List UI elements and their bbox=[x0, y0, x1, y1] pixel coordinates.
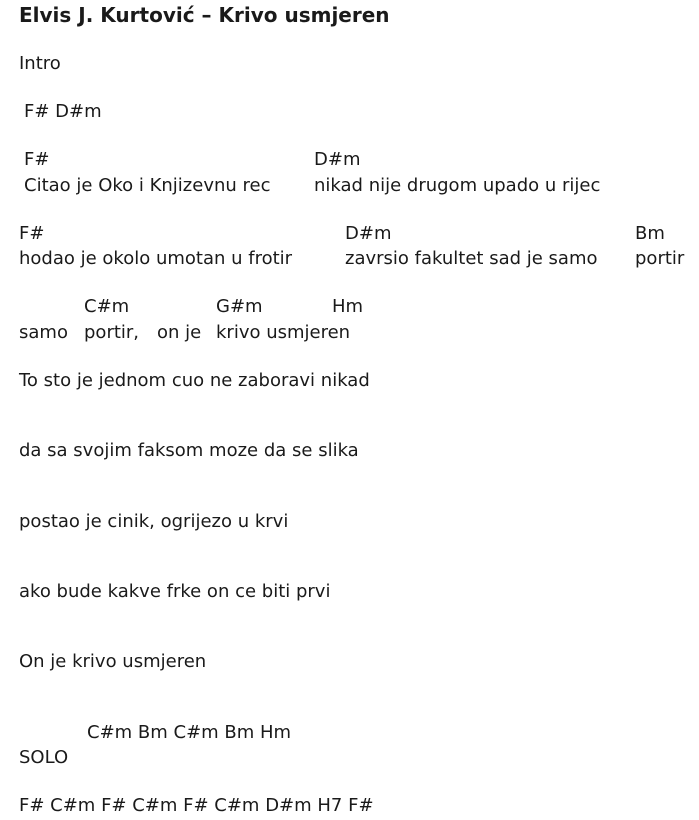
intro-label: Intro bbox=[19, 53, 61, 74]
lyric-line3-b: portir, bbox=[84, 322, 140, 343]
chord-line3-c: Hm bbox=[332, 296, 364, 317]
outro-chords: F# C#m F# C#m F# C#m D#m H7 F# bbox=[19, 795, 374, 816]
chord-line2-b: D#m bbox=[345, 223, 392, 244]
solo-chords: C#m Bm C#m Bm Hm bbox=[87, 722, 292, 743]
intro-chords: F# D#m bbox=[24, 101, 102, 122]
lyric-line3-a: samo bbox=[19, 322, 68, 343]
lyric-line3-c: on je bbox=[157, 322, 202, 343]
chord-line2-c: Bm bbox=[635, 223, 665, 244]
lyric-verse2-line5: On je krivo usmjeren bbox=[19, 651, 207, 672]
lyric-line1-b: nikad nije drugom upado u rijec bbox=[314, 175, 601, 196]
song-title: Elvis J. Kurtović – Krivo usmjeren bbox=[19, 3, 390, 27]
lyric-line2-c: portir bbox=[635, 248, 685, 269]
lyric-line2-b: zavrsio fakultet sad je samo bbox=[345, 248, 598, 269]
chord-line3-a: C#m bbox=[84, 296, 130, 317]
lyric-line3-d: krivo usmjeren bbox=[216, 322, 351, 343]
chord-line2-a: F# bbox=[19, 223, 45, 244]
lyric-verse2-line1: To sto je jednom cuo ne zaboravi nikad bbox=[19, 370, 370, 391]
lyric-verse2-line3: postao je cinik, ogrijezo u krvi bbox=[19, 511, 289, 532]
solo-label: SOLO bbox=[19, 747, 69, 768]
lyric-line1-a: Citao je Oko i Knjizevnu rec bbox=[24, 175, 271, 196]
chord-line3-b: G#m bbox=[216, 296, 263, 317]
lyric-verse2-line4: ako bude kakve frke on ce biti prvi bbox=[19, 581, 331, 602]
lyric-line2-a: hodao je okolo umotan u frotir bbox=[19, 248, 293, 269]
lyric-verse2-line2: da sa svojim faksom moze da se slika bbox=[19, 440, 359, 461]
chord-line1-b: D#m bbox=[314, 149, 361, 170]
chord-line1-a: F# bbox=[24, 149, 50, 170]
